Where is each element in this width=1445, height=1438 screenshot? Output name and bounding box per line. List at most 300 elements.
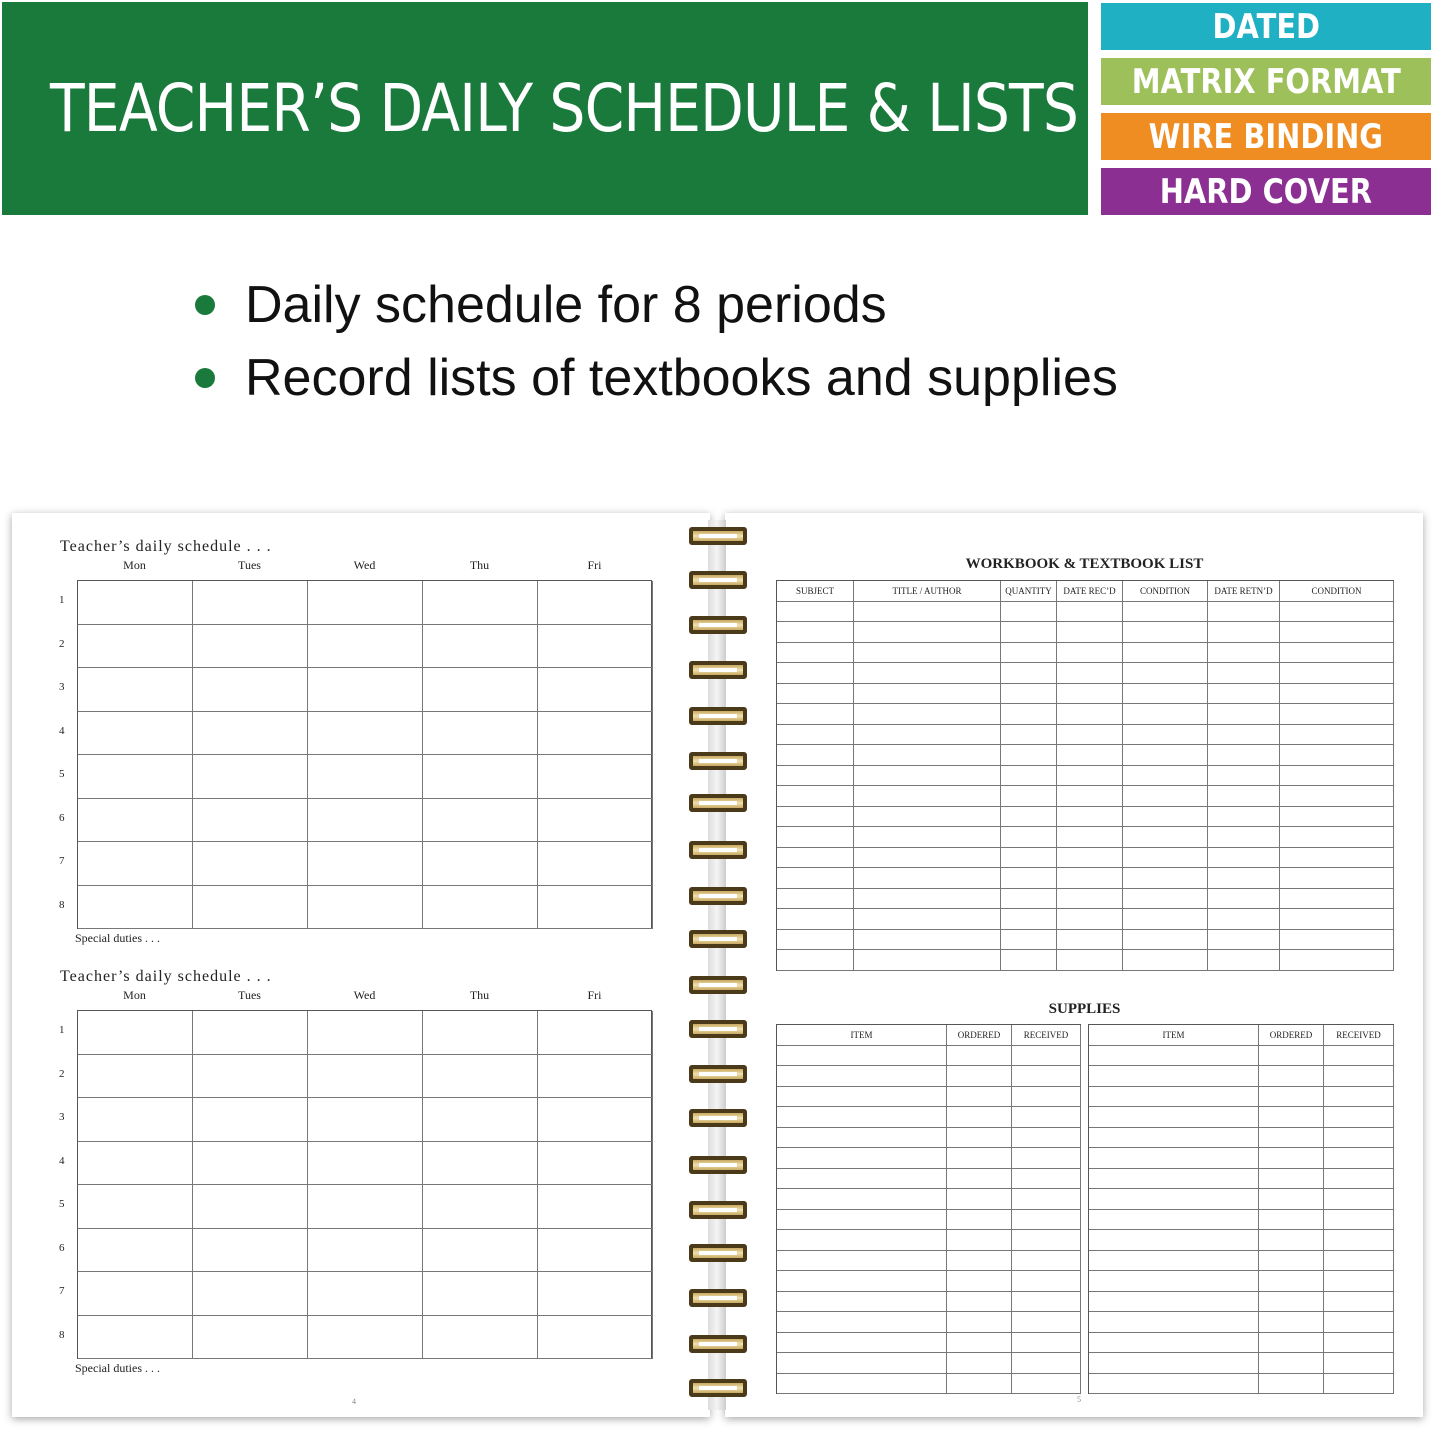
table-cell[interactable]	[1259, 1046, 1324, 1067]
table-cell[interactable]	[777, 1333, 947, 1354]
table-cell[interactable]	[1012, 1292, 1081, 1313]
table-cell[interactable]	[777, 868, 854, 889]
table-cell[interactable]	[1001, 848, 1057, 869]
schedule-cell[interactable]	[538, 625, 653, 669]
schedule-cell[interactable]	[423, 625, 538, 669]
table-cell[interactable]	[1012, 1128, 1081, 1149]
table-cell[interactable]	[1324, 1189, 1394, 1210]
table-cell[interactable]	[1057, 930, 1123, 951]
table-cell[interactable]	[854, 786, 1001, 807]
table-cell[interactable]	[1057, 848, 1123, 869]
schedule-cell[interactable]	[193, 1229, 308, 1273]
table-cell[interactable]	[1280, 827, 1394, 848]
schedule-cell[interactable]	[308, 842, 423, 886]
table-cell[interactable]	[777, 1148, 947, 1169]
table-cell[interactable]	[1089, 1148, 1259, 1169]
table-cell[interactable]	[1012, 1046, 1081, 1067]
schedule-cell[interactable]	[308, 1185, 423, 1229]
table-cell[interactable]	[1123, 766, 1208, 787]
table-cell[interactable]	[1259, 1189, 1324, 1210]
schedule-cell[interactable]	[423, 1185, 538, 1229]
table-cell[interactable]	[1259, 1230, 1324, 1251]
schedule-cell[interactable]	[78, 625, 193, 669]
table-cell[interactable]	[777, 704, 854, 725]
table-cell[interactable]	[1057, 745, 1123, 766]
table-cell[interactable]	[1324, 1292, 1394, 1313]
table-cell[interactable]	[1089, 1230, 1259, 1251]
table-cell[interactable]	[1001, 766, 1057, 787]
schedule-cell[interactable]	[423, 1055, 538, 1099]
table-cell[interactable]	[777, 1271, 947, 1292]
schedule-cell[interactable]	[423, 1011, 538, 1055]
schedule-cell[interactable]	[308, 712, 423, 756]
table-cell[interactable]	[777, 663, 854, 684]
table-cell[interactable]	[854, 930, 1001, 951]
schedule-cell[interactable]	[538, 755, 653, 799]
table-cell[interactable]	[777, 1128, 947, 1149]
table-cell[interactable]	[1089, 1251, 1259, 1272]
table-cell[interactable]	[1280, 663, 1394, 684]
table-cell[interactable]	[777, 1107, 947, 1128]
schedule-cell[interactable]	[78, 886, 193, 930]
table-cell[interactable]	[1123, 950, 1208, 971]
table-cell[interactable]	[1089, 1292, 1259, 1313]
table-cell[interactable]	[947, 1148, 1012, 1169]
schedule-cell[interactable]	[538, 581, 653, 625]
table-cell[interactable]	[1057, 643, 1123, 664]
table-cell[interactable]	[1280, 704, 1394, 725]
table-cell[interactable]	[777, 622, 854, 643]
table-cell[interactable]	[777, 1312, 947, 1333]
table-cell[interactable]	[1001, 827, 1057, 848]
table-cell[interactable]	[1089, 1107, 1259, 1128]
table-cell[interactable]	[1057, 704, 1123, 725]
table-cell[interactable]	[947, 1251, 1012, 1272]
schedule-cell[interactable]	[538, 1316, 653, 1360]
table-cell[interactable]	[777, 684, 854, 705]
schedule-cell[interactable]	[78, 1272, 193, 1316]
table-cell[interactable]	[1208, 684, 1280, 705]
table-cell[interactable]	[1259, 1333, 1324, 1354]
table-cell[interactable]	[1001, 622, 1057, 643]
table-cell[interactable]	[777, 889, 854, 910]
table-cell[interactable]	[1001, 930, 1057, 951]
table-cell[interactable]	[1001, 889, 1057, 910]
schedule-cell[interactable]	[308, 886, 423, 930]
table-cell[interactable]	[1089, 1312, 1259, 1333]
schedule-cell[interactable]	[78, 1185, 193, 1229]
table-cell[interactable]	[1001, 786, 1057, 807]
schedule-cell[interactable]	[423, 842, 538, 886]
table-cell[interactable]	[1280, 950, 1394, 971]
schedule-cell[interactable]	[308, 1229, 423, 1273]
table-cell[interactable]	[1123, 643, 1208, 664]
table-cell[interactable]	[947, 1107, 1012, 1128]
schedule-cell[interactable]	[423, 886, 538, 930]
schedule-cell[interactable]	[308, 1055, 423, 1099]
table-cell[interactable]	[1259, 1210, 1324, 1231]
table-cell[interactable]	[1012, 1333, 1081, 1354]
schedule-cell[interactable]	[78, 799, 193, 843]
table-cell[interactable]	[947, 1189, 1012, 1210]
table-cell[interactable]	[1123, 704, 1208, 725]
table-cell[interactable]	[777, 1230, 947, 1251]
table-cell[interactable]	[1208, 704, 1280, 725]
schedule-cell[interactable]	[193, 1011, 308, 1055]
table-cell[interactable]	[854, 663, 1001, 684]
table-cell[interactable]	[1057, 684, 1123, 705]
table-cell[interactable]	[1259, 1169, 1324, 1190]
table-cell[interactable]	[1012, 1353, 1081, 1374]
schedule-cell[interactable]	[423, 1142, 538, 1186]
table-cell[interactable]	[854, 868, 1001, 889]
table-cell[interactable]	[1123, 622, 1208, 643]
table-cell[interactable]	[1259, 1271, 1324, 1292]
table-cell[interactable]	[777, 602, 854, 623]
table-cell[interactable]	[1001, 663, 1057, 684]
schedule-cell[interactable]	[538, 1142, 653, 1186]
schedule-cell[interactable]	[193, 1055, 308, 1099]
table-cell[interactable]	[1324, 1312, 1394, 1333]
table-cell[interactable]	[1280, 848, 1394, 869]
schedule-cell[interactable]	[193, 581, 308, 625]
table-cell[interactable]	[1089, 1353, 1259, 1374]
schedule-cell[interactable]	[78, 1098, 193, 1142]
table-cell[interactable]	[1208, 725, 1280, 746]
table-cell[interactable]	[777, 1046, 947, 1067]
table-cell[interactable]	[777, 1189, 947, 1210]
table-cell[interactable]	[1123, 786, 1208, 807]
table-cell[interactable]	[777, 725, 854, 746]
table-cell[interactable]	[1280, 622, 1394, 643]
table-cell[interactable]	[1012, 1230, 1081, 1251]
table-cell[interactable]	[1012, 1189, 1081, 1210]
table-cell[interactable]	[1012, 1251, 1081, 1272]
schedule-cell[interactable]	[78, 1142, 193, 1186]
schedule-cell[interactable]	[308, 755, 423, 799]
schedule-cell[interactable]	[78, 755, 193, 799]
table-cell[interactable]	[777, 1087, 947, 1108]
table-cell[interactable]	[1123, 745, 1208, 766]
schedule-cell[interactable]	[193, 755, 308, 799]
table-cell[interactable]	[1012, 1066, 1081, 1087]
table-cell[interactable]	[854, 684, 1001, 705]
table-cell[interactable]	[947, 1312, 1012, 1333]
table-cell[interactable]	[777, 1292, 947, 1313]
schedule-cell[interactable]	[308, 625, 423, 669]
table-cell[interactable]	[854, 909, 1001, 930]
schedule-cell[interactable]	[538, 1055, 653, 1099]
schedule-cell[interactable]	[193, 1142, 308, 1186]
table-cell[interactable]	[1324, 1066, 1394, 1087]
table-cell[interactable]	[854, 704, 1001, 725]
table-cell[interactable]	[1259, 1251, 1324, 1272]
table-cell[interactable]	[1324, 1230, 1394, 1251]
table-cell[interactable]	[1123, 807, 1208, 828]
table-cell[interactable]	[854, 725, 1001, 746]
table-cell[interactable]	[1012, 1312, 1081, 1333]
schedule-cell[interactable]	[423, 581, 538, 625]
table-cell[interactable]	[947, 1292, 1012, 1313]
table-cell[interactable]	[1057, 786, 1123, 807]
table-cell[interactable]	[1324, 1353, 1394, 1374]
table-cell[interactable]	[777, 1374, 947, 1395]
table-cell[interactable]	[1259, 1087, 1324, 1108]
table-cell[interactable]	[1280, 807, 1394, 828]
schedule-cell[interactable]	[423, 712, 538, 756]
table-cell[interactable]	[1057, 868, 1123, 889]
table-cell[interactable]	[1001, 602, 1057, 623]
table-cell[interactable]	[1089, 1046, 1259, 1067]
table-cell[interactable]	[1089, 1333, 1259, 1354]
table-cell[interactable]	[1208, 848, 1280, 869]
table-cell[interactable]	[1001, 868, 1057, 889]
table-cell[interactable]	[1001, 745, 1057, 766]
table-cell[interactable]	[1324, 1251, 1394, 1272]
table-cell[interactable]	[1324, 1210, 1394, 1231]
table-cell[interactable]	[1324, 1046, 1394, 1067]
table-cell[interactable]	[1208, 766, 1280, 787]
table-cell[interactable]	[947, 1066, 1012, 1087]
schedule-cell[interactable]	[538, 668, 653, 712]
table-cell[interactable]	[1012, 1148, 1081, 1169]
table-cell[interactable]	[854, 602, 1001, 623]
table-cell[interactable]	[1123, 725, 1208, 746]
schedule-cell[interactable]	[308, 1272, 423, 1316]
table-cell[interactable]	[947, 1271, 1012, 1292]
table-cell[interactable]	[854, 643, 1001, 664]
table-cell[interactable]	[1208, 909, 1280, 930]
table-cell[interactable]	[1208, 786, 1280, 807]
table-cell[interactable]	[1001, 684, 1057, 705]
table-cell[interactable]	[777, 643, 854, 664]
table-cell[interactable]	[1208, 868, 1280, 889]
table-cell[interactable]	[1324, 1169, 1394, 1190]
table-cell[interactable]	[1089, 1087, 1259, 1108]
table-cell[interactable]	[947, 1087, 1012, 1108]
table-cell[interactable]	[1259, 1148, 1324, 1169]
table-cell[interactable]	[1208, 950, 1280, 971]
schedule-cell[interactable]	[308, 1011, 423, 1055]
table-cell[interactable]	[854, 848, 1001, 869]
schedule-cell[interactable]	[78, 668, 193, 712]
schedule-cell[interactable]	[78, 1011, 193, 1055]
table-cell[interactable]	[1123, 602, 1208, 623]
table-cell[interactable]	[1057, 909, 1123, 930]
table-cell[interactable]	[854, 889, 1001, 910]
schedule-cell[interactable]	[538, 886, 653, 930]
table-cell[interactable]	[1089, 1189, 1259, 1210]
schedule-cell[interactable]	[78, 1316, 193, 1360]
table-cell[interactable]	[854, 622, 1001, 643]
schedule-cell[interactable]	[193, 886, 308, 930]
table-cell[interactable]	[1280, 725, 1394, 746]
table-cell[interactable]	[777, 930, 854, 951]
table-cell[interactable]	[777, 827, 854, 848]
table-cell[interactable]	[947, 1210, 1012, 1231]
table-cell[interactable]	[854, 766, 1001, 787]
schedule-cell[interactable]	[78, 1055, 193, 1099]
schedule-cell[interactable]	[423, 799, 538, 843]
table-cell[interactable]	[777, 909, 854, 930]
schedule-cell[interactable]	[193, 668, 308, 712]
table-cell[interactable]	[1208, 663, 1280, 684]
table-cell[interactable]	[1324, 1333, 1394, 1354]
schedule-cell[interactable]	[423, 755, 538, 799]
table-cell[interactable]	[1089, 1271, 1259, 1292]
schedule-cell[interactable]	[423, 1316, 538, 1360]
table-cell[interactable]	[1057, 622, 1123, 643]
table-cell[interactable]	[1208, 930, 1280, 951]
table-cell[interactable]	[1208, 889, 1280, 910]
table-cell[interactable]	[1280, 889, 1394, 910]
table-cell[interactable]	[777, 1210, 947, 1231]
schedule-cell[interactable]	[308, 1316, 423, 1360]
table-cell[interactable]	[947, 1353, 1012, 1374]
table-cell[interactable]	[777, 848, 854, 869]
table-cell[interactable]	[1123, 827, 1208, 848]
table-cell[interactable]	[1123, 848, 1208, 869]
table-cell[interactable]	[1057, 766, 1123, 787]
table-cell[interactable]	[1057, 602, 1123, 623]
table-cell[interactable]	[1123, 930, 1208, 951]
table-cell[interactable]	[1280, 602, 1394, 623]
schedule-cell[interactable]	[193, 712, 308, 756]
table-cell[interactable]	[1280, 930, 1394, 951]
table-cell[interactable]	[1259, 1066, 1324, 1087]
table-cell[interactable]	[1208, 602, 1280, 623]
table-cell[interactable]	[1001, 725, 1057, 746]
schedule-cell[interactable]	[308, 799, 423, 843]
schedule-cell[interactable]	[308, 1098, 423, 1142]
table-cell[interactable]	[1324, 1271, 1394, 1292]
schedule-cell[interactable]	[538, 1185, 653, 1229]
schedule-cell[interactable]	[78, 581, 193, 625]
table-cell[interactable]	[1089, 1210, 1259, 1231]
table-cell[interactable]	[1280, 786, 1394, 807]
table-cell[interactable]	[1057, 889, 1123, 910]
table-cell[interactable]	[777, 1251, 947, 1272]
table-cell[interactable]	[1324, 1148, 1394, 1169]
table-cell[interactable]	[777, 1169, 947, 1190]
table-cell[interactable]	[1089, 1066, 1259, 1087]
schedule-cell[interactable]	[423, 1098, 538, 1142]
table-cell[interactable]	[1123, 663, 1208, 684]
table-cell[interactable]	[1123, 684, 1208, 705]
table-cell[interactable]	[777, 786, 854, 807]
schedule-cell[interactable]	[193, 1098, 308, 1142]
schedule-cell[interactable]	[193, 1316, 308, 1360]
table-cell[interactable]	[1001, 643, 1057, 664]
table-cell[interactable]	[854, 745, 1001, 766]
table-cell[interactable]	[1012, 1271, 1081, 1292]
table-cell[interactable]	[1280, 684, 1394, 705]
table-cell[interactable]	[777, 807, 854, 828]
table-cell[interactable]	[777, 950, 854, 971]
table-cell[interactable]	[1259, 1107, 1324, 1128]
table-cell[interactable]	[1280, 868, 1394, 889]
table-cell[interactable]	[1012, 1374, 1081, 1395]
table-cell[interactable]	[947, 1374, 1012, 1395]
table-cell[interactable]	[1123, 889, 1208, 910]
schedule-cell[interactable]	[538, 799, 653, 843]
table-cell[interactable]	[1001, 807, 1057, 828]
table-cell[interactable]	[947, 1230, 1012, 1251]
schedule-cell[interactable]	[193, 799, 308, 843]
schedule-cell[interactable]	[308, 1142, 423, 1186]
table-cell[interactable]	[1208, 622, 1280, 643]
table-cell[interactable]	[1259, 1292, 1324, 1313]
table-cell[interactable]	[1324, 1107, 1394, 1128]
table-cell[interactable]	[1001, 909, 1057, 930]
table-cell[interactable]	[1057, 725, 1123, 746]
schedule-cell[interactable]	[538, 1229, 653, 1273]
schedule-cell[interactable]	[538, 842, 653, 886]
schedule-cell[interactable]	[423, 1272, 538, 1316]
table-cell[interactable]	[1123, 868, 1208, 889]
schedule-cell[interactable]	[78, 842, 193, 886]
table-cell[interactable]	[1089, 1374, 1259, 1395]
schedule-cell[interactable]	[308, 668, 423, 712]
table-cell[interactable]	[1012, 1107, 1081, 1128]
table-cell[interactable]	[1208, 745, 1280, 766]
schedule-cell[interactable]	[308, 581, 423, 625]
table-cell[interactable]	[1208, 807, 1280, 828]
table-cell[interactable]	[777, 766, 854, 787]
table-cell[interactable]	[947, 1128, 1012, 1149]
table-cell[interactable]	[1057, 807, 1123, 828]
schedule-cell[interactable]	[538, 1272, 653, 1316]
schedule-cell[interactable]	[193, 1272, 308, 1316]
schedule-cell[interactable]	[193, 1185, 308, 1229]
table-cell[interactable]	[1089, 1128, 1259, 1149]
schedule-cell[interactable]	[78, 712, 193, 756]
table-cell[interactable]	[1208, 643, 1280, 664]
table-cell[interactable]	[777, 745, 854, 766]
table-cell[interactable]	[777, 1353, 947, 1374]
schedule-cell[interactable]	[193, 625, 308, 669]
table-cell[interactable]	[1012, 1210, 1081, 1231]
schedule-cell[interactable]	[423, 1229, 538, 1273]
table-cell[interactable]	[1001, 704, 1057, 725]
table-cell[interactable]	[1259, 1374, 1324, 1395]
table-cell[interactable]	[854, 807, 1001, 828]
table-cell[interactable]	[1324, 1374, 1394, 1395]
table-cell[interactable]	[1089, 1169, 1259, 1190]
schedule-cell[interactable]	[538, 1098, 653, 1142]
table-cell[interactable]	[947, 1046, 1012, 1067]
schedule-cell[interactable]	[538, 1011, 653, 1055]
table-cell[interactable]	[1057, 663, 1123, 684]
schedule-cell[interactable]	[538, 712, 653, 756]
table-cell[interactable]	[1208, 827, 1280, 848]
table-cell[interactable]	[1280, 745, 1394, 766]
table-cell[interactable]	[777, 1066, 947, 1087]
table-cell[interactable]	[1280, 766, 1394, 787]
table-cell[interactable]	[947, 1169, 1012, 1190]
table-cell[interactable]	[1123, 909, 1208, 930]
table-cell[interactable]	[947, 1333, 1012, 1354]
table-cell[interactable]	[1012, 1087, 1081, 1108]
schedule-cell[interactable]	[78, 1229, 193, 1273]
table-cell[interactable]	[1259, 1128, 1324, 1149]
table-cell[interactable]	[1259, 1312, 1324, 1333]
table-cell[interactable]	[1259, 1353, 1324, 1374]
table-cell[interactable]	[1324, 1087, 1394, 1108]
schedule-cell[interactable]	[423, 668, 538, 712]
table-cell[interactable]	[1057, 827, 1123, 848]
table-cell[interactable]	[854, 950, 1001, 971]
